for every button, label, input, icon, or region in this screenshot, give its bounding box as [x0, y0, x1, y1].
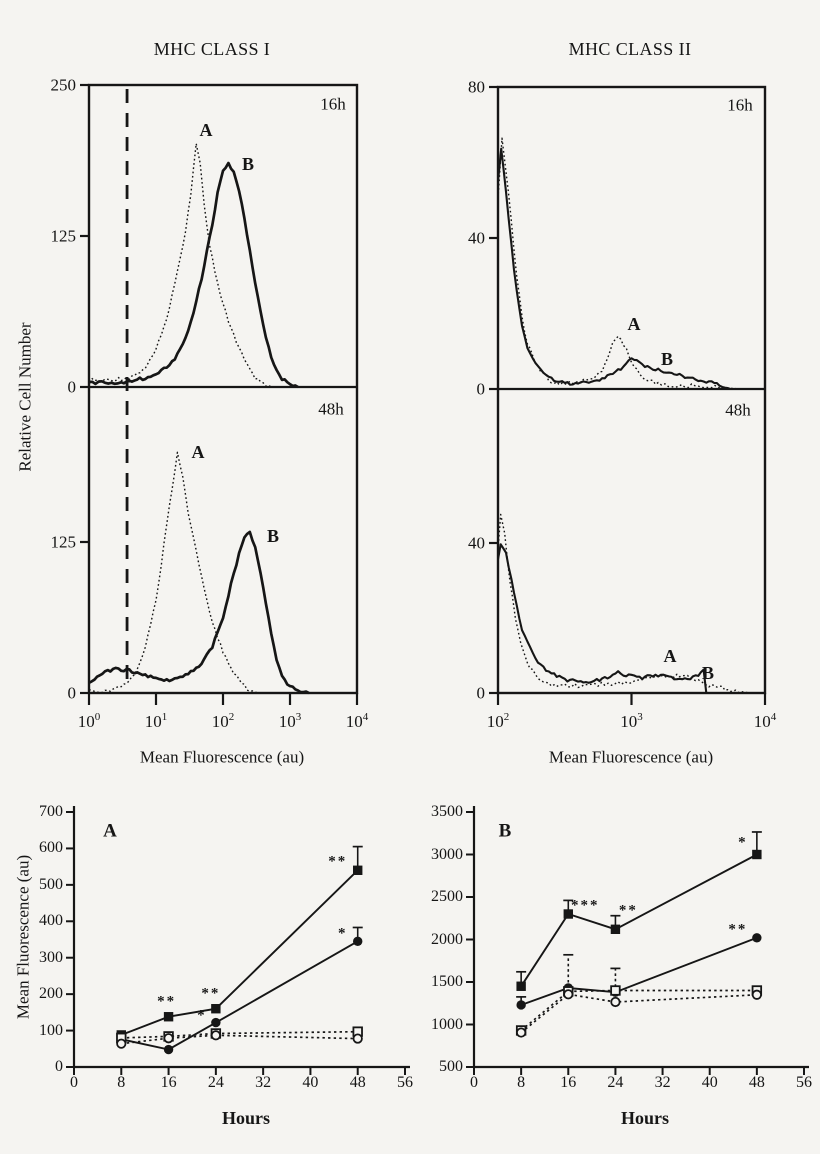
significance-label: *** — [571, 897, 600, 914]
y-tick-label: 3000 — [431, 845, 463, 863]
y-tick-label: 600 — [39, 839, 63, 857]
hist-x-axis-label-right: Mean Fluorescence (au) — [548, 747, 714, 767]
x-tick-label: 40 — [302, 1074, 319, 1091]
x-tick-label: 8 — [517, 1074, 526, 1091]
y-tick-label: 200 — [39, 985, 63, 1003]
class2-48h-label: 48h — [725, 400, 751, 420]
significance-label: ** — [201, 985, 221, 1002]
x-tick-label: 0 — [470, 1074, 478, 1091]
hist-x-axis-label-left: Mean Fluorescence (au) — [139, 747, 305, 767]
open-square-marker — [611, 986, 620, 995]
y-tick-label: 2500 — [431, 888, 463, 905]
series-line — [121, 1032, 357, 1038]
filled-circle-marker — [516, 1000, 525, 1009]
y-tick-label: 125 — [50, 532, 76, 552]
filled-square-marker — [211, 1004, 220, 1013]
histogram-curve-A — [498, 138, 738, 389]
open-circle-marker — [611, 998, 619, 1006]
series-line — [521, 938, 757, 1005]
curve-label-b: B — [701, 663, 715, 683]
x-tick-label: 56 — [397, 1074, 413, 1091]
chart-a-letter: A — [103, 820, 117, 842]
curve-label-b: B — [241, 154, 255, 174]
y-tick-label: 80 — [468, 77, 485, 97]
filled-square-marker — [164, 1012, 173, 1021]
y-tick-label: 250 — [50, 75, 76, 95]
y-tick-label: 400 — [39, 912, 63, 930]
series-line — [521, 855, 757, 987]
y-tick-label: 40 — [468, 228, 485, 248]
y-tick-label: 0 — [476, 683, 485, 703]
open-circle-marker — [212, 1031, 220, 1039]
y-tick-label: 3500 — [431, 803, 463, 820]
x-tick-label: $10^3$ — [278, 711, 302, 731]
open-circle-marker — [517, 1028, 525, 1036]
chart-a-x-axis-label: Hours — [221, 1108, 271, 1128]
chart-b-x-axis-label: Hours — [620, 1108, 670, 1128]
x-tick-label: 16 — [160, 1074, 177, 1091]
x-tick-label: $10^3$ — [620, 711, 643, 731]
filled-square-marker — [752, 850, 761, 859]
significance-label: ** — [728, 921, 748, 938]
x-tick-label: $10^4$ — [345, 711, 369, 731]
histogram-curve-B — [498, 149, 730, 389]
y-tick-label: 125 — [50, 226, 76, 246]
significance-label: * — [337, 925, 348, 942]
x-tick-label: 24 — [607, 1074, 624, 1091]
x-tick-label: 0 — [70, 1074, 78, 1091]
y-tick-label: 40 — [468, 533, 485, 553]
series-line — [121, 870, 357, 1035]
x-tick-label: $10^2$ — [211, 711, 235, 731]
curve-label-a: A — [199, 120, 213, 140]
y-tick-label: 500 — [39, 875, 63, 893]
significance-label: ** — [618, 902, 638, 919]
chart-b-letter: B — [498, 820, 512, 842]
filled-circle-marker — [353, 937, 362, 946]
x-tick-label: $10^4$ — [753, 711, 777, 731]
x-tick-label: 8 — [117, 1074, 126, 1091]
y-tick-label: 0 — [67, 377, 76, 397]
filled-square-marker — [611, 925, 620, 934]
significance-label: ** — [157, 993, 177, 1010]
filled-square-marker — [516, 982, 525, 991]
significance-label: ** — [328, 853, 348, 870]
significance-label: * — [738, 834, 748, 850]
x-tick-label: 56 — [796, 1074, 812, 1091]
open-circle-marker — [164, 1034, 172, 1042]
hist-y-axis-label: Relative Cell Number — [15, 322, 35, 472]
x-tick-label: 40 — [701, 1074, 718, 1091]
y-tick-label: 2000 — [431, 930, 463, 948]
histogram-curve-B — [89, 532, 309, 693]
x-tick-label: 24 — [207, 1074, 224, 1091]
class2-16h-label: 16h — [727, 95, 753, 115]
x-tick-label: 48 — [349, 1074, 366, 1091]
y-tick-label: 700 — [39, 803, 63, 820]
y-tick-label: 500 — [439, 1058, 463, 1075]
curve-label-b: B — [660, 349, 674, 369]
x-tick-label: 48 — [748, 1074, 765, 1091]
filled-circle-marker — [164, 1045, 173, 1054]
x-tick-label: 32 — [654, 1074, 671, 1091]
open-circle-marker — [354, 1034, 362, 1042]
curve-label-a: A — [191, 442, 205, 462]
y-tick-label: 0 — [55, 1058, 63, 1075]
filled-circle-marker — [752, 933, 761, 942]
x-tick-label: 32 — [255, 1074, 272, 1091]
x-tick-label: $10^0$ — [77, 711, 101, 731]
curve-label-a: A — [627, 314, 641, 334]
filled-square-marker — [353, 866, 362, 875]
y-tick-label: 1500 — [431, 973, 463, 990]
y-tick-label: 300 — [39, 948, 63, 966]
class1-16h-label: 16h — [320, 94, 346, 114]
significance-label: * — [197, 1007, 207, 1024]
class1-title: MHC CLASS I — [153, 39, 271, 59]
x-tick-label: $10^2$ — [486, 711, 510, 731]
y-tick-label: 100 — [39, 1021, 63, 1039]
curve-label-b: B — [266, 526, 280, 546]
open-circle-marker — [117, 1039, 125, 1047]
class1-48h-label: 48h — [318, 399, 344, 419]
chart-a-y-axis-label: Mean Fluorescence (au) — [13, 854, 33, 1020]
class2-title: MHC CLASS II — [568, 39, 692, 59]
x-tick-label: $10^1$ — [144, 711, 168, 731]
series-line — [521, 994, 757, 1032]
filled-circle-marker — [211, 1018, 220, 1027]
histogram-curve-B — [498, 544, 706, 693]
y-tick-label: 0 — [67, 683, 76, 703]
x-tick-label: 16 — [560, 1074, 577, 1091]
open-circle-marker — [564, 990, 572, 998]
open-circle-marker — [753, 991, 761, 999]
curve-label-a: A — [663, 646, 677, 666]
histogram-curve-B — [89, 163, 298, 387]
y-tick-label: 0 — [476, 379, 485, 399]
y-tick-label: 1000 — [431, 1015, 463, 1033]
